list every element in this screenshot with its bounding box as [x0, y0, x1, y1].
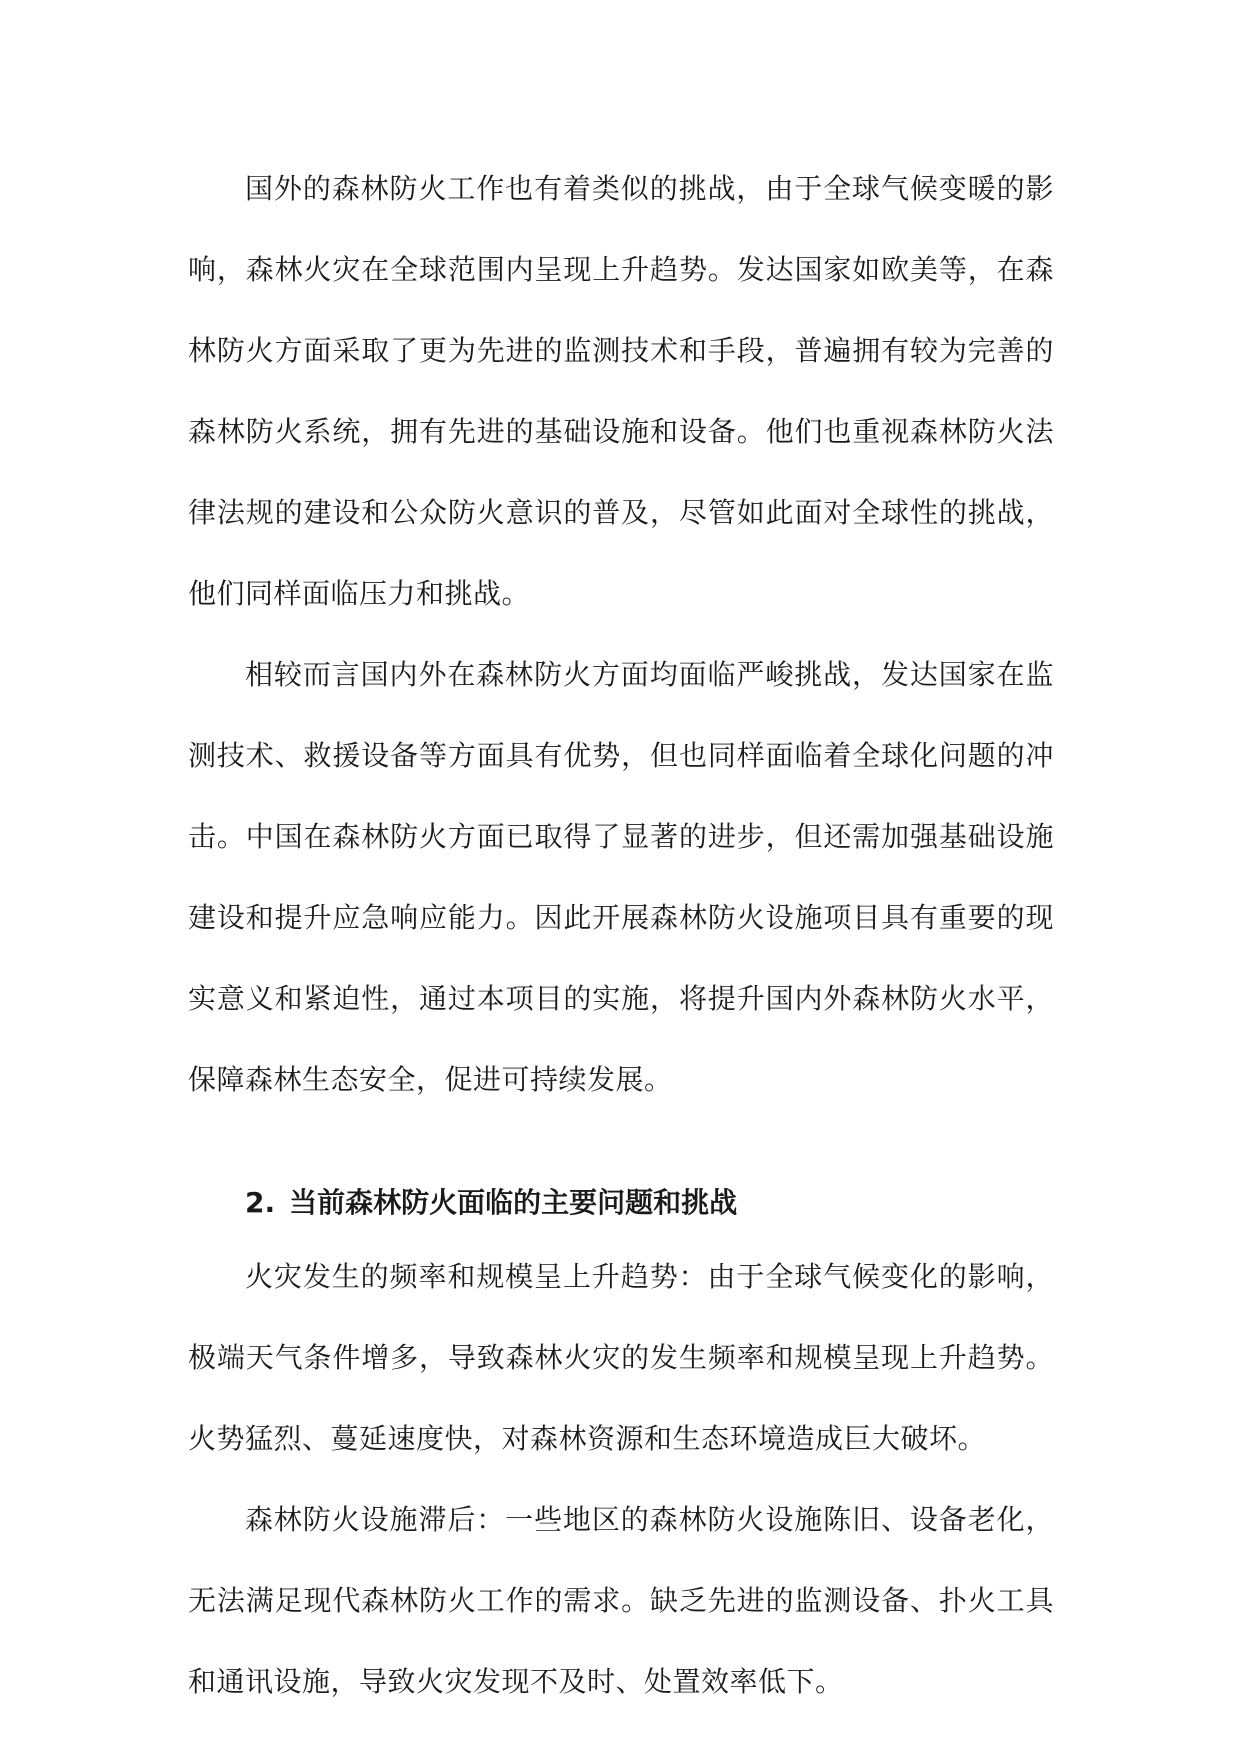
- paragraph-fire-frequency: 火灾发生的频率和规模呈上升趋势：由于全球气候变化的影响，极端天气条件增多，导致森林火灾的发生频率和规模呈现上升趋势。火势猛烈、蔓延速度快，对森林资源和生态环境造成巨大破坏。: [188, 1260, 1054, 1455]
- section-title: 当前森林防火面临的主要问题和挑战: [289, 1186, 738, 1219]
- paragraph-comparison: 相较而言国内外在森林防火方面均面临严峻挑战，发达国家在监测技术、救援设备等方面具有优势，但也同样面临着全球化问题的冲击。中国在森林防火方面已取得了显著的进步，但还需加强基础设施建设和提升应急响应能力。因此开展森林防火设施项目具有重要的现实意义和紧迫性，通过本项目的实施，将提升国内外森林防火水平，保障森林生态安全，促进可持续发展。: [188, 658, 1054, 1096]
- section-number: 2.: [245, 1186, 276, 1219]
- paragraph-foreign-situation: 国外的森林防火工作也有着类似的挑战，由于全球气候变暖的影响，森林火灾在全球范围内呈现上升趋势。发达国家如欧美等，在森林防火方面采取了更为先进的监测技术和手段，普遍拥有较为完善的森林防火系统，拥有先进的基础设施和设备。他们也重视森林防火法律法规的建设和公众防火意识的普及，尽管如此面对全球性的挑战，他们同样面临压力和挑战。: [188, 172, 1054, 610]
- document-page: [188, 148, 1054, 1722]
- paragraph-facilities-lagging: 森林防火设施滞后：一些地区的森林防火设施陈旧、设备老化，无法满足现代森林防火工作的需求。缺乏先进的监测设备、扑火工具和通讯设施，导致火灾发现不及时、处置效率低下。: [188, 1503, 1054, 1698]
- section-heading: [188, 1170, 1054, 1236]
